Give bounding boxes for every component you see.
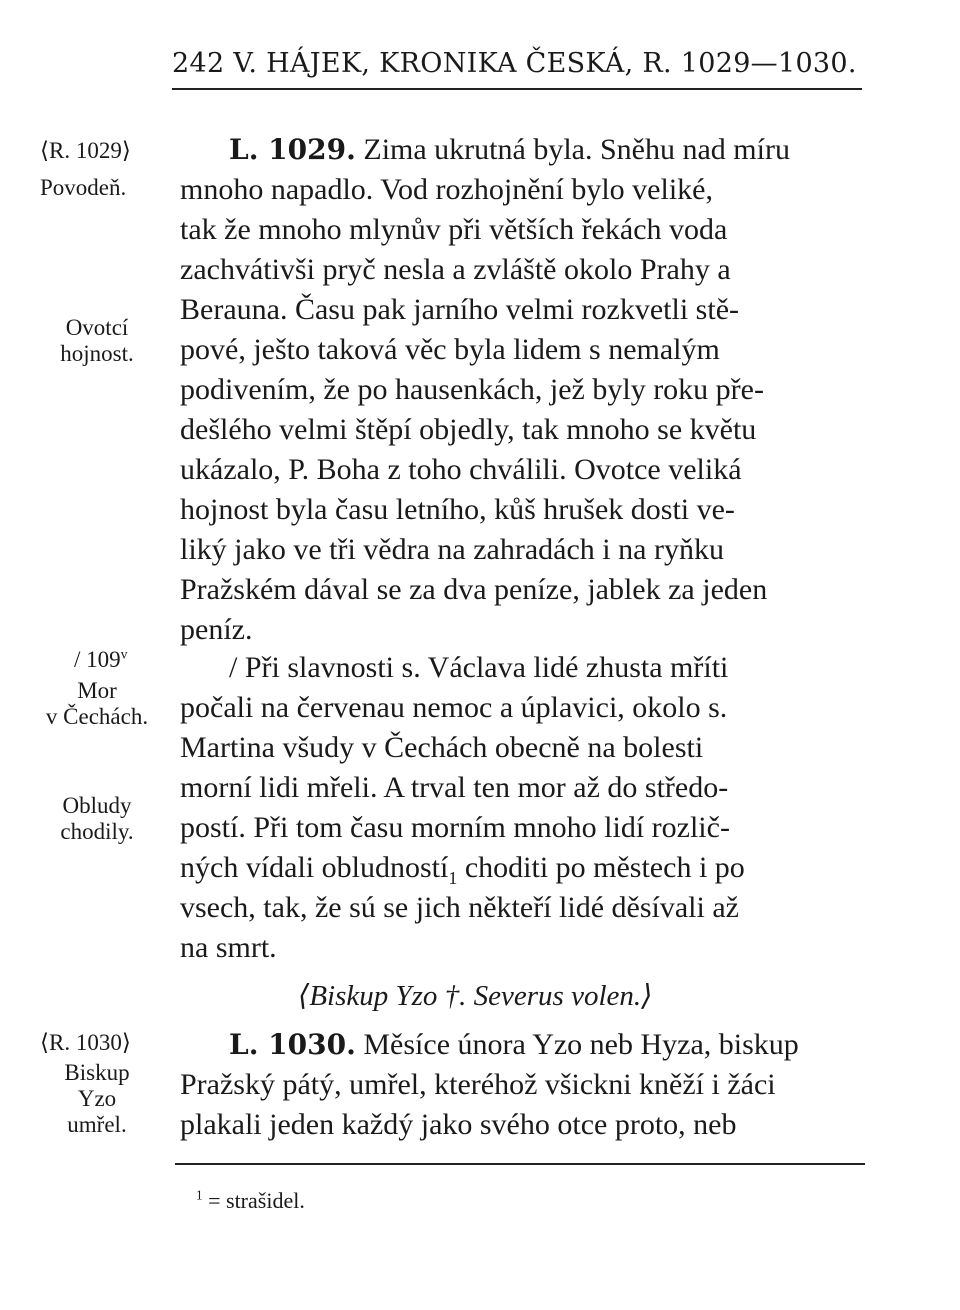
body-line-1-text: Zima ukrutná byla. Sněhu nad míru — [355, 133, 790, 166]
body-line-21: na smrt. — [180, 931, 277, 964]
body-line-7: podivením, že po hausenkách, jež byly roku pře- — [180, 373, 764, 406]
body-line-3: tak že mnoho mlynův při větších řekách voda — [180, 213, 728, 246]
footnote-rule — [175, 1163, 865, 1165]
body-line-1 — [229, 130, 790, 170]
footnote-text: = strašidel. — [202, 1188, 305, 1213]
margin-obludy-line1: Obludy — [62, 793, 132, 818]
margin-biskup-line1: Biskup — [64, 1060, 130, 1085]
footnote-ref: 1 — [448, 868, 458, 888]
body-line-20: vsech, tak, že sú se jich někteří lidé děsívali až — [180, 891, 739, 924]
margin-year-1029: ⟨R. 1029⟩ — [40, 138, 131, 163]
body-line-17: morní lidi mřeli. A trval ten mor až do středo- — [180, 771, 729, 804]
body-line-13: peníz. — [180, 613, 253, 646]
header-rule — [172, 88, 862, 90]
footnote-mark: 1 — [196, 1187, 203, 1203]
margin-biskup-line2: Yzo — [77, 1086, 117, 1111]
margin-obludy — [32, 793, 162, 845]
section-title: ⟨Biskup Yzo †. Severus volen.⟩ — [298, 980, 653, 1012]
body-line-9: ukázalo, P. Boha z toho chválili. Ovotce veliká — [180, 453, 742, 486]
margin-biskup-line3: umřel. — [67, 1112, 127, 1137]
body-line-19-a: ných vídali obludností — [180, 851, 449, 884]
margin-ovotci-line1: Ovotcí — [65, 315, 129, 340]
body-line-12: Pražském dával se za dva peníze, jablek za jeden — [180, 573, 768, 606]
body-line-6: pové, ješto taková věc byla lidem s nemalým — [180, 333, 720, 366]
margin-ovotci-line2: hojnost. — [60, 341, 134, 366]
body-line-19-b: choditi po městech i po — [457, 851, 745, 884]
body-line-23: Pražský pátý, umřel, kteréhož všickni kněží i žáci — [180, 1068, 776, 1101]
body-line-5: Berauna. Času pak jarního velmi rozkvetli stě- — [180, 293, 739, 326]
year-heading-1030: L. 1030. — [229, 1028, 356, 1061]
margin-povoden: Povodeň. — [40, 175, 127, 200]
running-header: 242 V. HÁJEK, KRONIKA ČESKÁ, R. 1029—1030. — [172, 48, 857, 79]
body-line-24: plakali jeden každý jako svého otce proto, neb — [180, 1108, 737, 1141]
body-line-2: mnoho napadlo. Vod rozhojnění bylo veliké, — [180, 173, 713, 206]
margin-biskup — [32, 1060, 162, 1138]
body-line-4: zachvátivši pryč nesla a zvláště okolo Prahy a — [180, 253, 731, 286]
margin-obludy-line2: chodily. — [60, 819, 134, 844]
body-line-8: dešlého velmi štěpí objedly, tak mnoho se květu — [180, 413, 757, 446]
body-line-16: Martina všudy v Čechách obecně na bolesti — [180, 731, 704, 764]
margin-ovotci — [32, 315, 162, 367]
footnote — [196, 1188, 305, 1214]
year-heading-1029: L. 1029. — [229, 133, 356, 166]
margin-mor-line2: v Čechách. — [45, 704, 149, 729]
margin-folio — [74, 647, 128, 673]
body-line-18: postí. Při tom času morním mnoho lidí rozlič- — [180, 811, 730, 844]
body-line-15: počali na červenau nemoc a úplavici, okolo s. — [180, 691, 728, 724]
body-line-11: liký jako ve tři vědra na zahradách i na ryňku — [180, 533, 724, 566]
margin-folio-text: / 109 — [74, 647, 121, 672]
margin-mor-line1: Mor — [77, 678, 117, 703]
margin-mor — [32, 678, 162, 730]
margin-folio-sup: v — [120, 646, 128, 662]
body-line-10: hojnost byla času letního, kůš hrušek dosti ve- — [180, 493, 735, 526]
body-line-22-text: Měsíce února Yzo neb Hyza, biskup — [355, 1028, 799, 1061]
margin-year-1030: ⟨R. 1030⟩ — [40, 1030, 131, 1055]
body-line-22 — [229, 1025, 799, 1065]
body-line-14: / Při slavnosti s. Václava lidé zhusta mříti — [229, 651, 729, 684]
body-line-19 — [180, 848, 745, 888]
